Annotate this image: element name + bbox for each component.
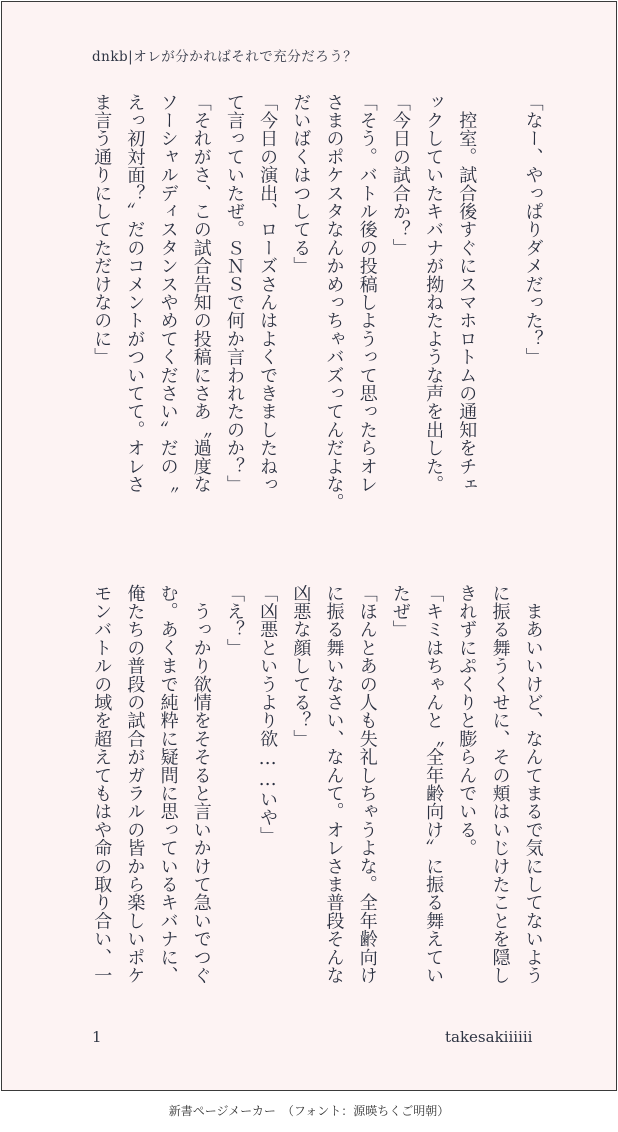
- text-line: に振る舞うくせに、その頬はいじけたことを隠し: [489, 584, 511, 985]
- text-line: モンバトルの域を超えてもはや命の取り合い、一: [91, 584, 113, 985]
- novel-page: [1, 1, 617, 1091]
- page-title: dnkb|オレが分かればそれで充分だろう？: [92, 49, 358, 65]
- text-line: ソーシャルディスタンスやめてください〟だの〝: [157, 93, 179, 494]
- text-line: 「なー、やっぱりダメだった？」: [522, 93, 544, 366]
- text-line: む。あくまで純粋に疑問に思っているキバナに、: [157, 584, 179, 985]
- text-line: ックしていたキバナが拗ねたような声を出した。: [423, 93, 445, 494]
- upper-text-block: [86, 93, 548, 548]
- text-line: まあいいけど、なんてまるで気にしてないよう: [522, 584, 544, 985]
- text-line: ま言う通りにしてただけなのに」: [91, 93, 113, 366]
- lower-text-block: [86, 584, 548, 1044]
- text-line: 「今日の試合か？」: [389, 93, 411, 257]
- text-line: に振る舞いなさい、なんて。オレさま普段そんな: [323, 584, 345, 985]
- text-line: だいばくはつしてる」: [290, 93, 312, 275]
- text-line: 「今日の演出、ローズさんはよくできましたねっ: [257, 93, 279, 494]
- text-line: て言っていたぜ。ＳＮＳで何か言われたのか？」: [223, 93, 245, 494]
- text-line: きれずにぷくりと膨らんでいる。: [456, 584, 478, 857]
- page-number: 1: [92, 1028, 102, 1046]
- text-line: えっ初対面？〟だのコメントがついてて。オレさ: [124, 93, 146, 494]
- text-line: 「ほんとあの人も失礼しちゃうよな。全年齢向け: [356, 584, 378, 985]
- text-line: さまのポケスタなんかめっちゃバズってんだよな。: [323, 93, 345, 512]
- text-line: 凶悪な顔してる？」: [290, 584, 312, 748]
- text-line: 「凶悪というより欲……いや」: [257, 584, 279, 845]
- text-line: 控室。試合後すぐにスマホロトムの通知をチェ: [456, 93, 478, 494]
- generator-credit: 新書ページメーカー （フォント：源暎ちくご明朝）: [168, 1104, 450, 1118]
- text-line: 俺たちの普段の試合がガラルの皆から楽しいポケ: [124, 584, 146, 985]
- text-line: 「そう。バトル後の投稿しようって思ったらオレ: [356, 93, 378, 494]
- text-line: 「え？」: [223, 584, 245, 657]
- author-name: takesakiiiiii: [445, 1028, 533, 1046]
- text-line: 「キミはちゃんと〝全年齢向け〟に振る舞えてい: [423, 584, 445, 985]
- text-line: 「それがさ、この試合告知の投稿にさあ〝過度な: [190, 93, 212, 494]
- text-line: [484, 93, 514, 548]
- text-line: うっかり欲情をそそると言いかけて急いでつぐ: [190, 584, 212, 985]
- text-line: たぜ」: [389, 584, 411, 639]
